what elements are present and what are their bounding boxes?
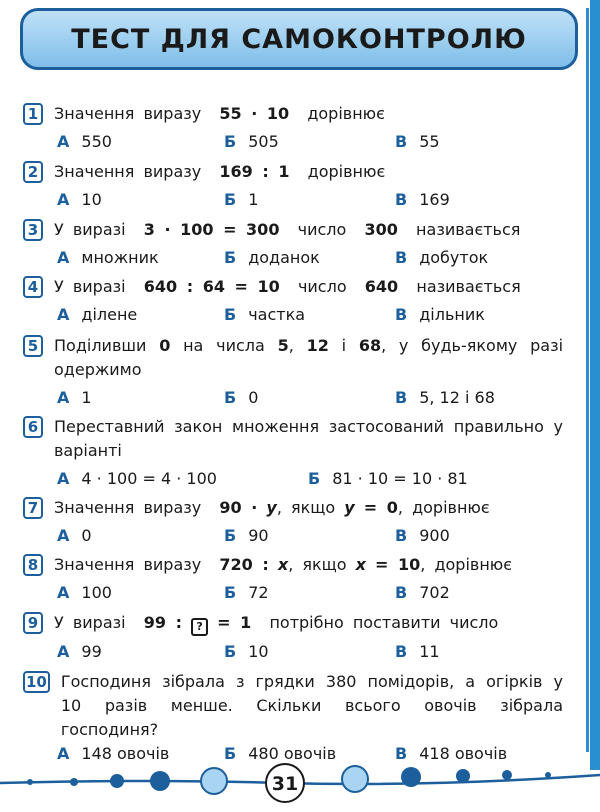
option-b[interactable]: Б 72 (224, 583, 269, 602)
option-a[interactable]: А множник (57, 248, 159, 267)
question-text: Значення виразу 720 : x, якщо x = 10, дорівнює (54, 555, 513, 574)
side-band (590, 0, 600, 770)
option-a[interactable]: А 99 (57, 642, 102, 661)
answer-options (23, 640, 563, 664)
option-c[interactable]: В 169 (395, 190, 450, 209)
option-a[interactable]: А 550 (57, 132, 112, 151)
bead (401, 767, 421, 787)
option-b[interactable]: Б 81 · 10 = 10 · 81 (308, 469, 468, 488)
option-a[interactable]: А 0 (57, 526, 92, 545)
title-banner (20, 8, 578, 70)
option-a[interactable]: А 1 (57, 388, 92, 407)
answer-options (23, 303, 563, 327)
answer-options (23, 188, 563, 212)
question-number: 9 (23, 612, 43, 634)
question-6 (23, 415, 563, 491)
option-a[interactable]: А 4 · 100 = 4 · 100 (57, 469, 217, 488)
question-5 (23, 334, 563, 410)
question-2 (23, 160, 563, 212)
option-a[interactable]: А 10 (57, 190, 102, 209)
option-b[interactable]: Б 0 (224, 388, 259, 407)
option-b[interactable]: Б доданок (224, 248, 320, 267)
bead-light (201, 768, 227, 794)
option-c[interactable]: В 55 (395, 132, 440, 151)
question-4 (23, 275, 563, 327)
answer-options (23, 386, 563, 410)
question-3 (23, 218, 563, 270)
bead-small (27, 779, 33, 785)
question-number: 1 (23, 103, 43, 125)
question-text: Господиня зібрала з грядки 380 помідорів, а огірків у 10 разів менше. Скільки всього овочів зібрала господиня? (60, 672, 563, 739)
option-a[interactable]: А 100 (57, 583, 112, 602)
option-b[interactable]: Б 480 овочів (224, 744, 337, 763)
question-text: У виразі 3 · 100 = 300 число 300 називається (54, 220, 521, 239)
page-title: ТЕСТ ДЛЯ САМОКОНТРОЛЮ (71, 23, 527, 55)
option-c[interactable]: В 11 (395, 642, 440, 661)
option-c[interactable]: В 702 (395, 583, 450, 602)
question-8 (23, 553, 563, 605)
question-1 (23, 102, 563, 154)
option-b[interactable]: Б 1 (224, 190, 259, 209)
question-number: 4 (23, 276, 43, 298)
question-text: Значення виразу 55 · 10 дорівнює (54, 104, 385, 123)
question-text: Поділивши 0 на числа 5, 12 і 68, у будь-якому разі одержимо (54, 336, 564, 379)
question-text: Значення виразу 90 · y, якщо y = 0, дорівнює (54, 498, 490, 517)
option-c[interactable]: В добуток (395, 248, 489, 267)
answer-options (23, 246, 563, 270)
question-number: 5 (23, 335, 43, 357)
option-a[interactable]: А ділене (57, 305, 138, 324)
footer-bead-chain (0, 745, 600, 812)
bead-small (70, 778, 78, 786)
option-c[interactable]: В 900 (395, 526, 450, 545)
question-number: 2 (23, 161, 43, 183)
option-c[interactable]: В 418 овочів (395, 744, 508, 763)
option-b[interactable]: Б 90 (224, 526, 269, 545)
answer-options (23, 130, 563, 154)
option-c[interactable]: В дільник (395, 305, 485, 324)
question-text: У виразі 640 : 64 = 10 число 640 називається (54, 277, 521, 296)
option-b[interactable]: Б 10 (224, 642, 269, 661)
question-text: Переставний закон множення застосований правильно у варіанті (54, 417, 563, 460)
question-text: Значення виразу 169 : 1 дорівнює (54, 162, 386, 181)
question-7 (23, 496, 563, 548)
unknown-box: ? (191, 618, 208, 636)
question-number: 8 (23, 554, 43, 576)
bead (456, 769, 470, 783)
question-9 (23, 611, 563, 664)
question-number: 7 (23, 497, 43, 519)
answer-options (23, 581, 563, 605)
answer-options (23, 467, 563, 491)
question-number: 3 (23, 219, 43, 241)
bead-small (545, 772, 551, 778)
bead (150, 771, 170, 791)
bead-light (342, 766, 368, 792)
option-a[interactable]: А 148 овочів (57, 744, 170, 763)
question-number: 6 (23, 416, 43, 438)
question-text: У виразі 99 : ? = 1 потрібно поставити число (54, 611, 563, 636)
bead-small (502, 770, 512, 780)
bead (110, 774, 124, 788)
option-b[interactable]: Б 505 (224, 132, 279, 151)
option-c[interactable]: В 5, 12 і 68 (395, 388, 495, 407)
option-b[interactable]: Б частка (224, 305, 306, 324)
page-number: 31 (271, 773, 299, 795)
answer-options (23, 524, 563, 548)
question-number: 10 (23, 671, 50, 693)
